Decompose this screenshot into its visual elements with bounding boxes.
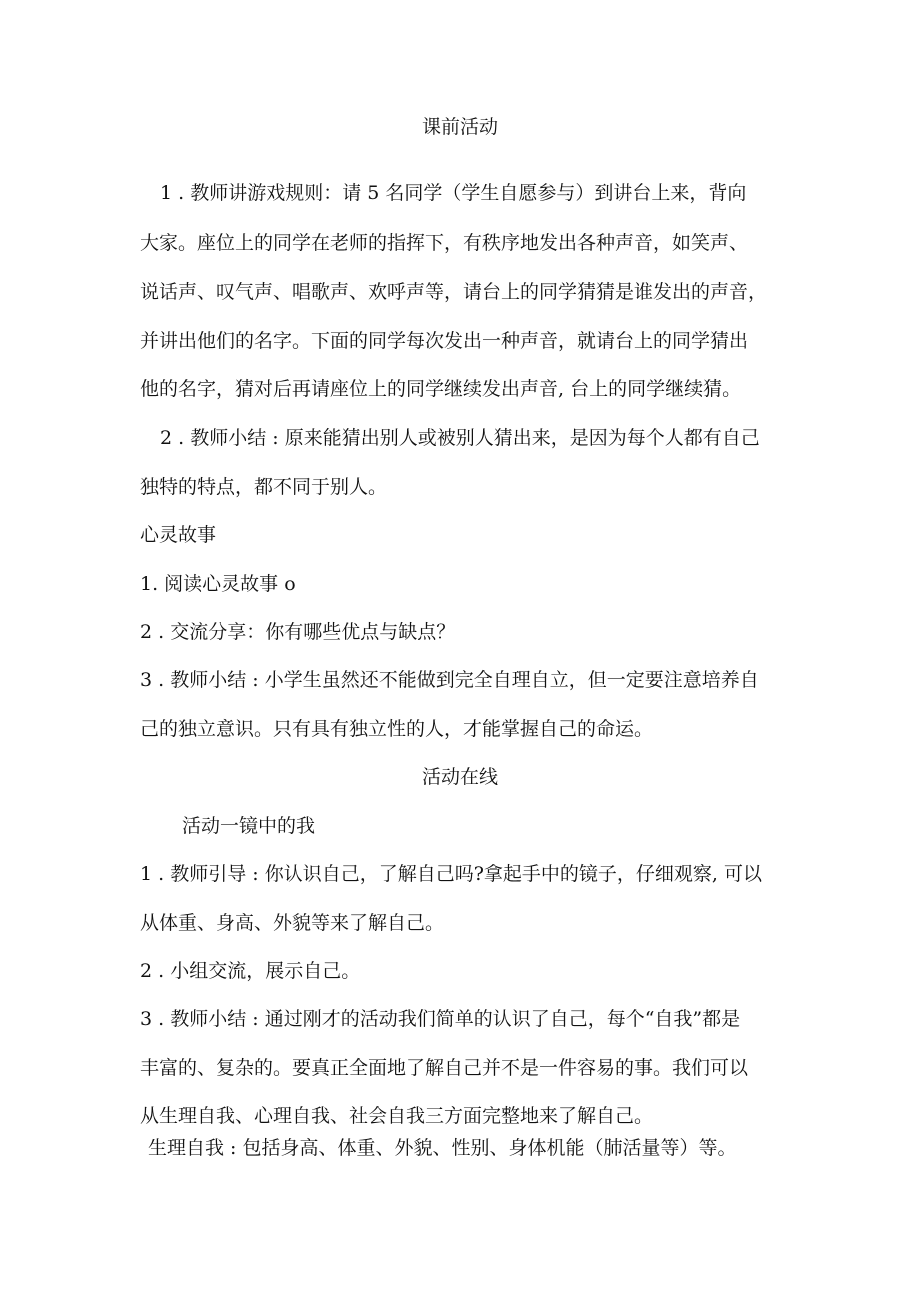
activity-item-3-line-3: 从生理自我、心理自我、社会自我三方面完整地来了解自己。 bbox=[140, 1105, 654, 1127]
pre-class-item-2-line-2: 独特的特点，都不同于别人。 bbox=[140, 476, 388, 498]
story-item-3-line-1: 3 . 教师小结 : 小学生虽然还不能做到完全自理自立，但一定要注意培养自 bbox=[140, 669, 759, 691]
activity-item-1-line-2: 从体重、身高、外貌等来了解自己。 bbox=[140, 912, 445, 934]
story-item-3-line-2: 己的独立意识。只有具有独立性的人，才能掌握自己的命运。 bbox=[140, 718, 654, 740]
activity-item-2: 2 . 小组交流，展示自己。 bbox=[140, 960, 361, 982]
heading-activity-online: 活动在线 bbox=[421, 766, 498, 788]
heading-pre-class: 课前活动 bbox=[421, 116, 498, 138]
pre-class-item-1-line-5: 他的名字，猜对后再请座位上的同学继续发出声音, 台上的同学继续猜。 bbox=[140, 378, 742, 400]
story-item-1: 1. 阅读心灵故事 o bbox=[140, 573, 296, 595]
pre-class-item-1-line-4: 并讲出他们的名字。下面的同学每次发出一种声音，就请台上的同学猜出 bbox=[140, 330, 749, 352]
pre-class-item-1-line-3: 说话声、叹气声、唱歌声、欢呼声等，请台上的同学猜猜是谁发出的声音， bbox=[140, 281, 768, 303]
activity-item-3-line-2: 丰富的、复杂的。要真正全面地了解自己并不是一件容易的事。我们可以 bbox=[140, 1057, 749, 1079]
physical-self-line: 生理自我 : 包括身高、体重、外貌、性别、身体机能（肺活量等）等。 bbox=[148, 1137, 737, 1159]
heading-heart-story: 心灵故事 bbox=[140, 524, 217, 546]
story-item-2: 2 . 交流分享：你有哪些优点与缺点？ bbox=[140, 621, 456, 643]
activity-one-title: 活动一镜中的我 bbox=[182, 815, 316, 837]
pre-class-item-1-line-1: 1 . 教师讲游戏规则：请 5 名同学（学生自愿参与）到讲台上来，背向 bbox=[160, 182, 747, 204]
activity-item-3-line-1: 3 . 教师小结 : 通过刚才的活动我们简单的认识了自己，每个“自我”都是 bbox=[140, 1008, 741, 1030]
pre-class-item-2-line-1: 2 . 教师小结 : 原来能猜出别人或被别人猜出来，是因为每个人都有自己 bbox=[160, 427, 760, 449]
pre-class-item-1-line-2: 大家。座位上的同学在老师的指挥下，有秩序地发出各种声音，如笑声、 bbox=[140, 232, 749, 254]
activity-item-1-line-1: 1 . 教师引导 : 你认识自己，了解自己吗?拿起手中的镜子，仔细观察, 可以 bbox=[140, 863, 762, 885]
